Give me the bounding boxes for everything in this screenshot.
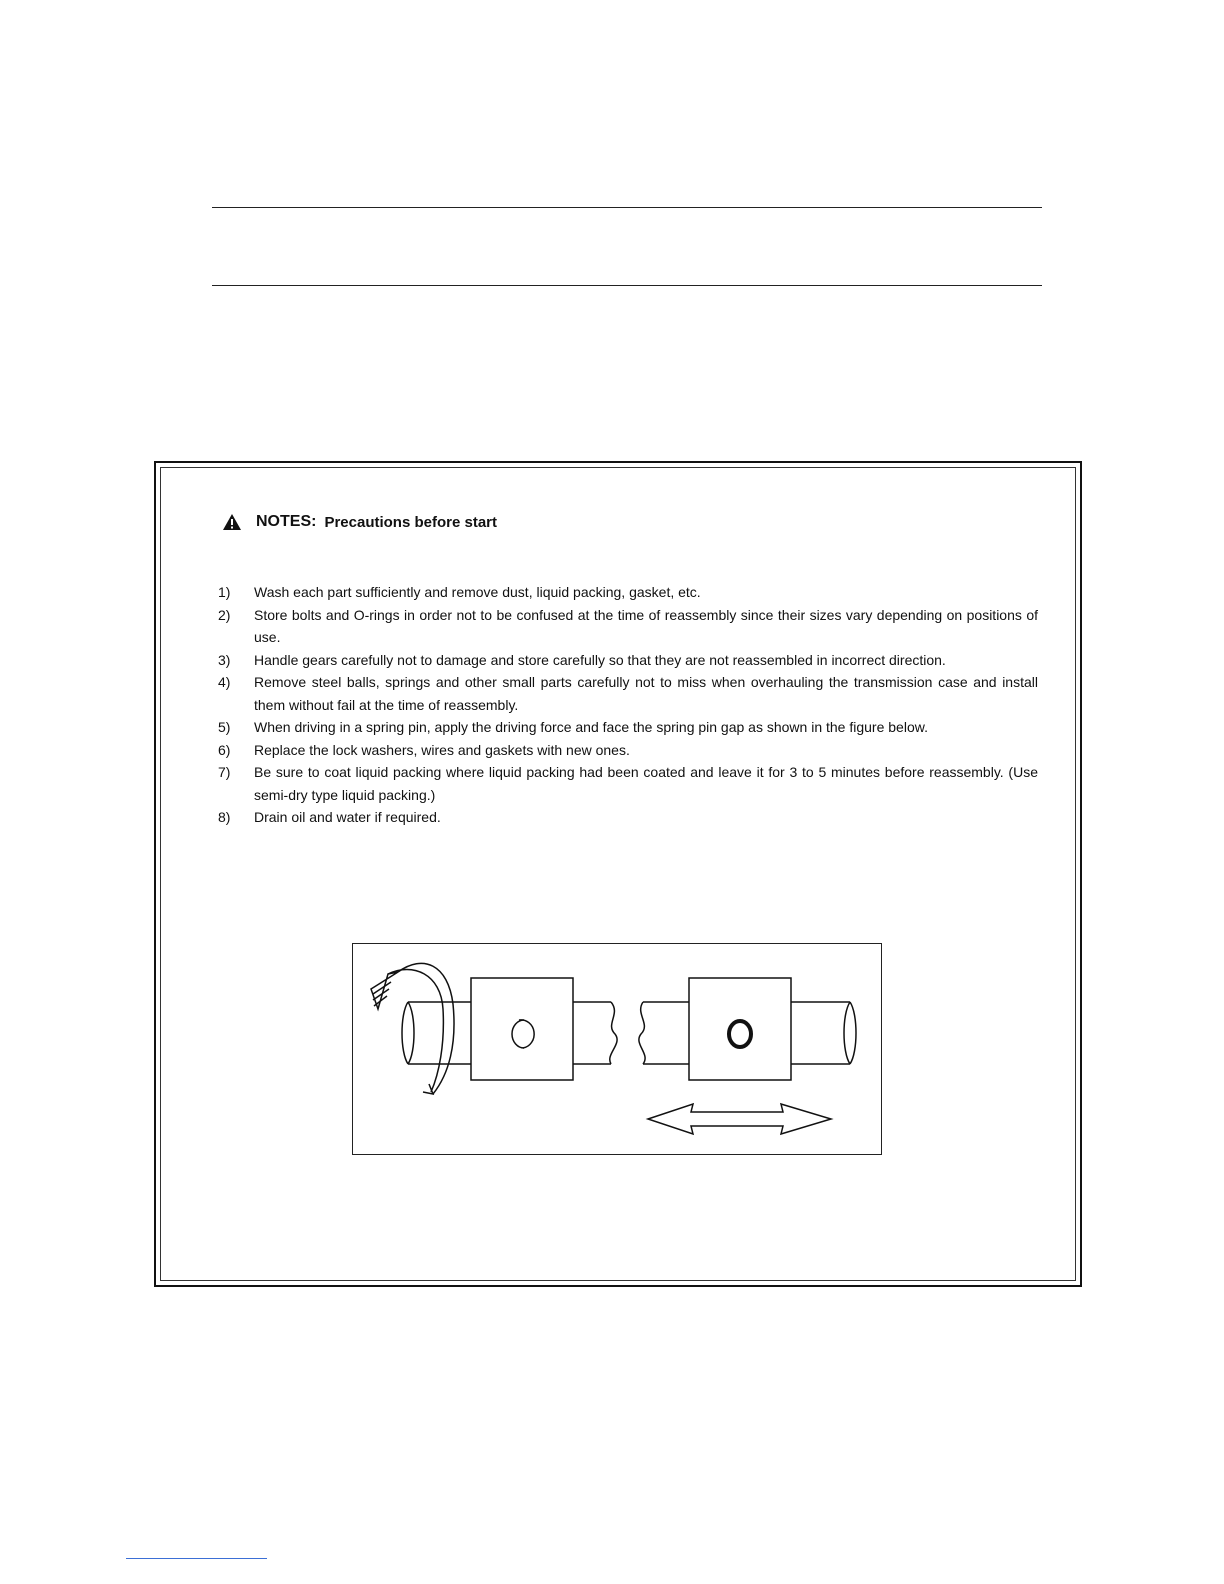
list-item: 8) Drain oil and water if required. <box>218 809 441 825</box>
header-rule-bottom <box>212 285 1042 286</box>
notes-heading-label: NOTES: <box>256 513 317 530</box>
spring-pin-diagram <box>353 944 880 1153</box>
warning-triangle-icon <box>222 513 242 531</box>
spring-pin-figure <box>352 943 882 1155</box>
notes-heading-title: Precautions before start <box>324 513 498 531</box>
list-item: 1) Wash each part sufficiently and remove dust, liquid packing, gasket, etc. <box>218 584 701 600</box>
header-rule-top <box>212 207 1042 208</box>
list-item: 5) When driving in a spring pin, apply the driving force and face the spring pin gap as shown in the figure below. <box>218 719 928 735</box>
list-item: 6) Replace the lock washers, wires and gaskets with new ones. <box>218 741 630 758</box>
list-item: 2) Store bolts and O-rings in order not to be confused at the time of reassembly since their sizes vary depending on positions of use. <box>218 606 1038 645</box>
list-item: 4) Remove steel balls, springs and other small parts carefully not to miss when overhauling the transmission case and install them without fail at the time of reassembly. <box>218 674 1038 713</box>
notes-list <box>218 581 1038 829</box>
notes-heading <box>222 513 497 531</box>
list-item: 3) Handle gears carefully not to damage and store carefully so that they are not reassembled in incorrect direction. <box>218 651 946 668</box>
notes-box <box>154 461 1082 1287</box>
list-item: 7) Be sure to coat liquid packing where liquid packing had been coated and leave it for 3 to 5 minutes before reassembly. (Use semi-dry type liquid packing.) <box>218 764 1038 803</box>
footnote-rule <box>126 1558 267 1559</box>
